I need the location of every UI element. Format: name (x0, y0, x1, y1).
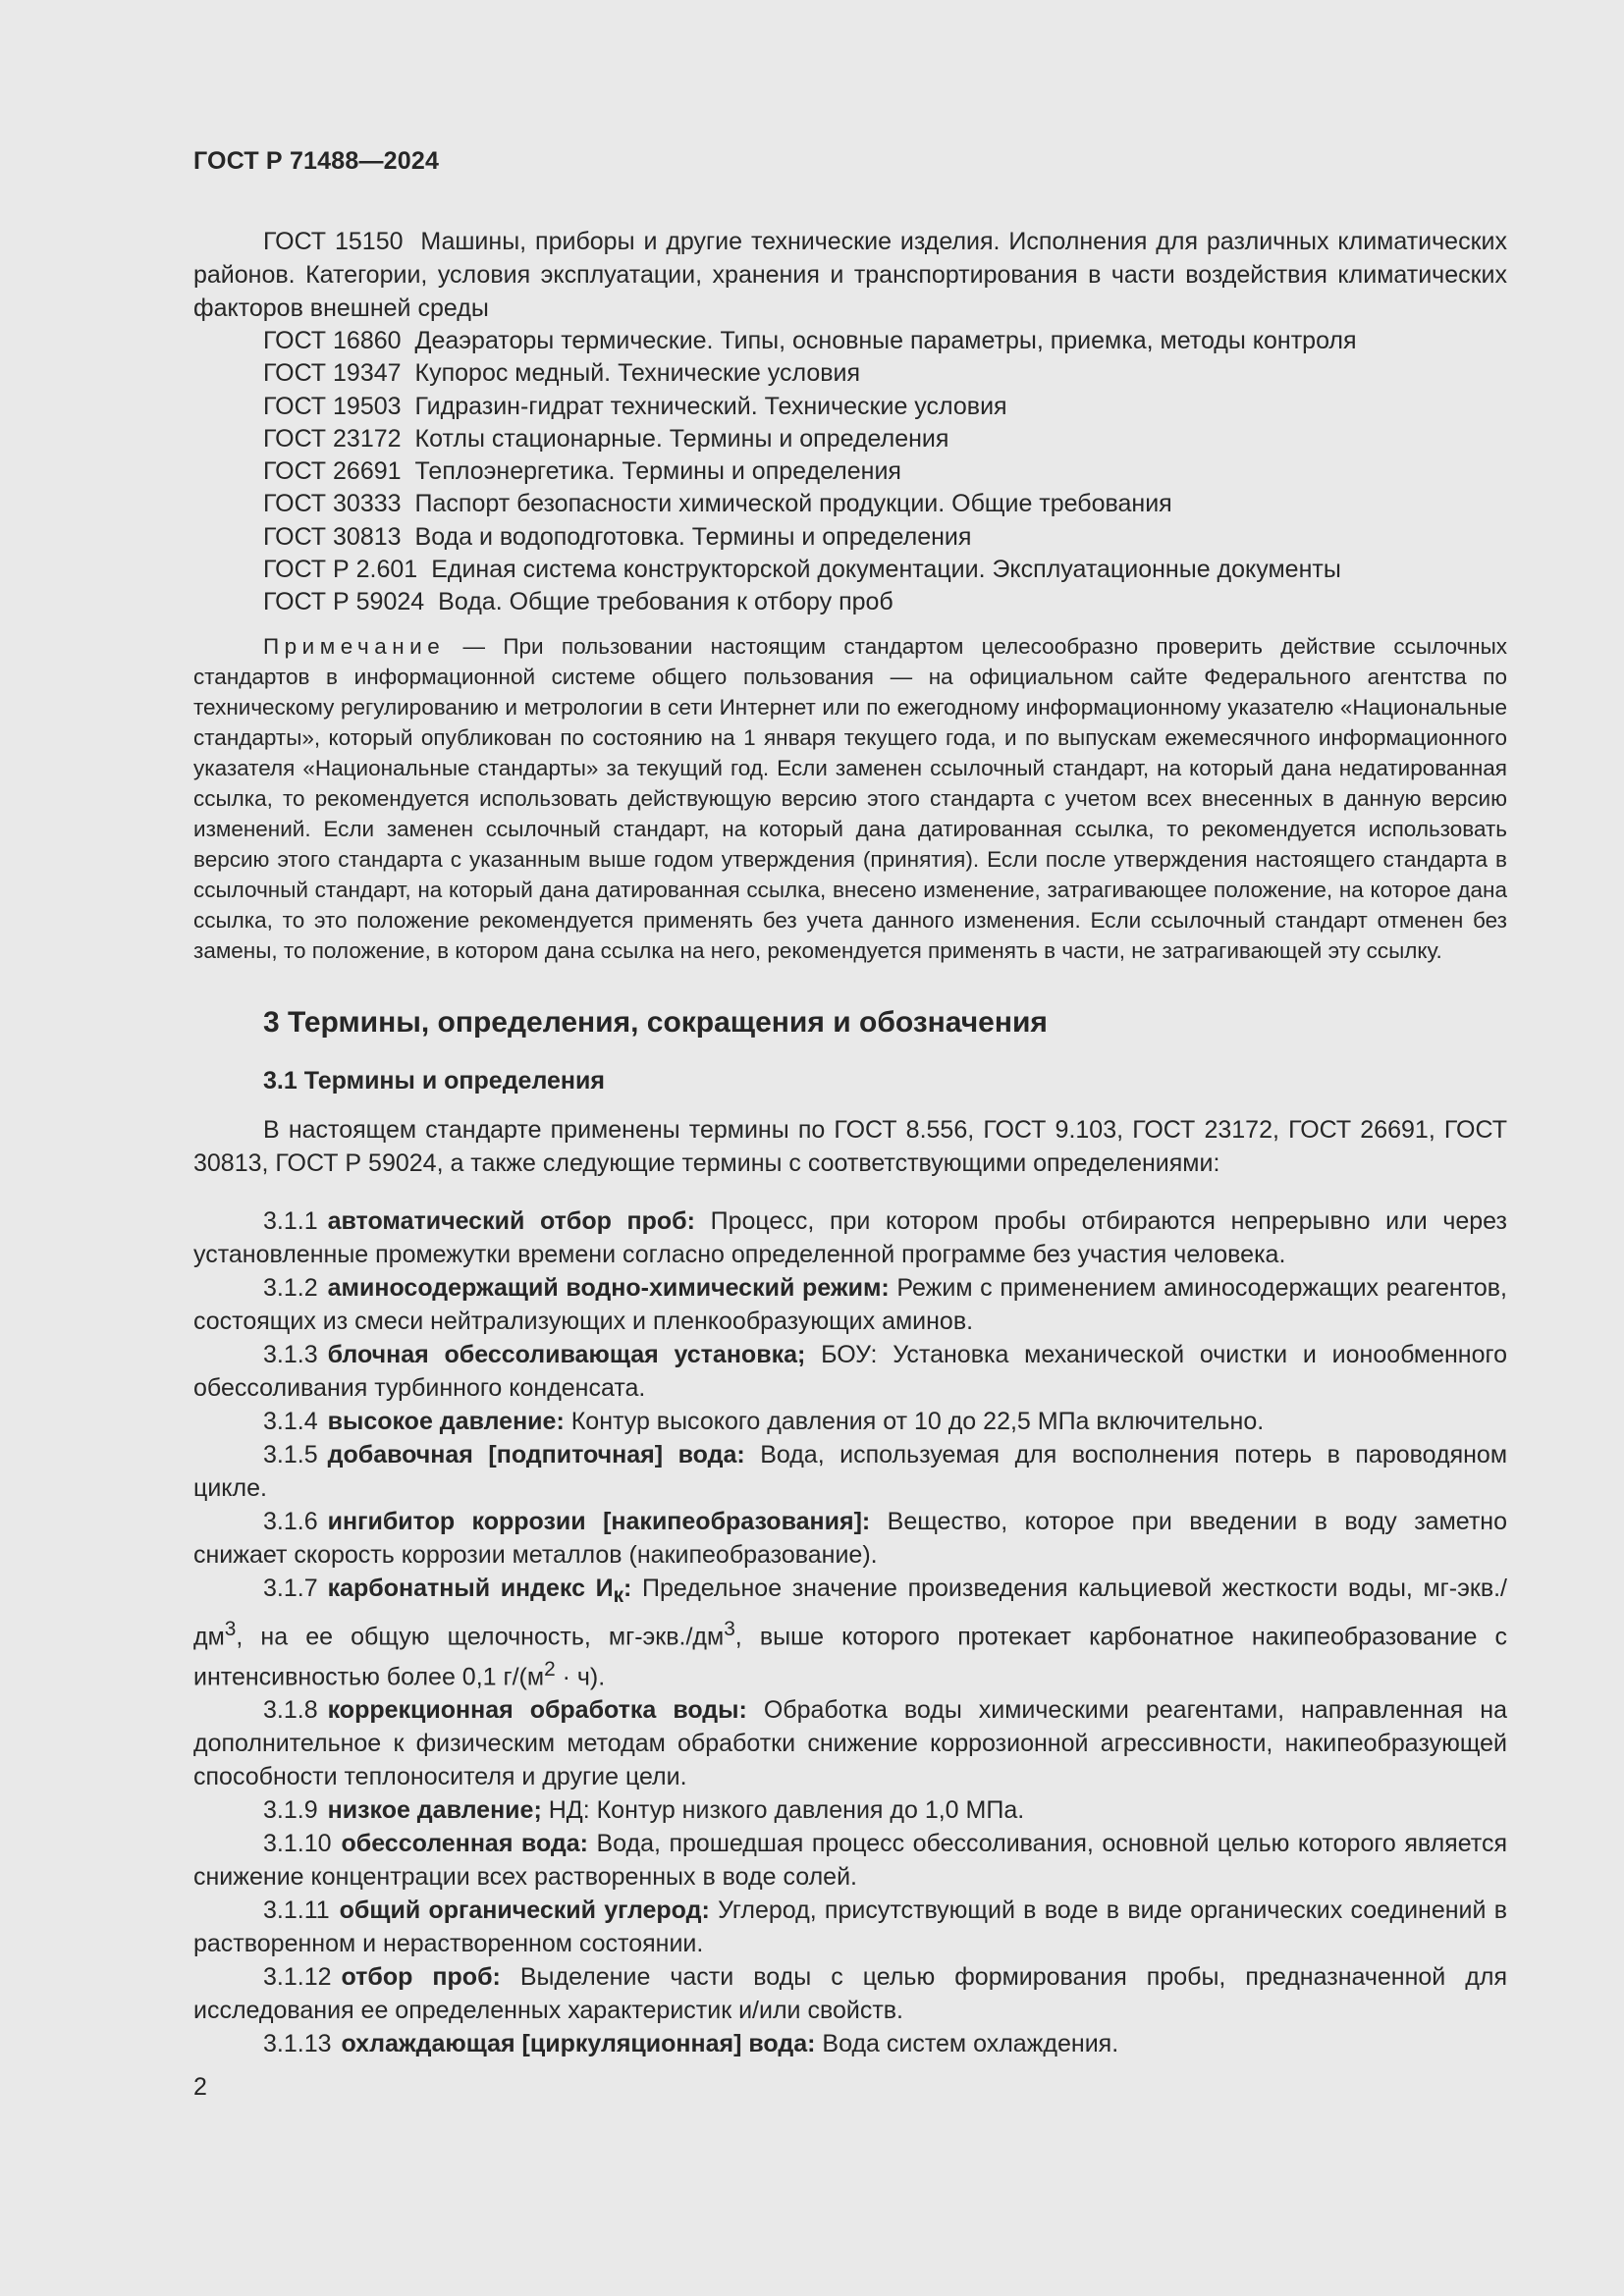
reference-title: Гидразин-гидрат технический. Технические условия (414, 392, 1007, 420)
term-text: Вода, используемая для восполнения потерь в пароводяном цикле. (193, 1440, 1508, 1502)
reference-code: ГОСТ 19503 (263, 392, 402, 420)
reference-code: ГОСТ 30333 (263, 490, 402, 518)
term-definition (193, 1405, 1507, 1438)
term-definition (193, 1271, 1507, 1338)
term-definition (193, 1438, 1507, 1505)
term-number: 3.1.10 (263, 1830, 332, 1858)
reference-title: Купорос медный. Технические условия (414, 359, 861, 388)
term-text: , на ее общую щелочность, мг-экв./дм (236, 1623, 725, 1650)
section-heading: 3 Термины, определения, сокращения и обозначения (263, 1005, 1048, 1039)
reference-code: ГОСТ Р 59024 (263, 588, 425, 616)
reference-item (193, 554, 1507, 586)
term-text: · ч). (555, 1663, 606, 1691)
term-text: Вода, прошедшая процесс обессоливания, основной целью которого является снижение концентрации всех растворенных в воде солей. (193, 1830, 1507, 1892)
reference-title: Вода. Общие требования к отбору проб (438, 588, 893, 616)
term-number: 3.1.5 (263, 1440, 318, 1468)
reference-item (193, 488, 1507, 520)
term-text: , выше которого протекает карбонатное накипеобразование с интенсивностью более 0,1 г/(м (193, 1623, 1507, 1691)
term-definition (193, 1505, 1507, 1572)
term-text: БОУ: Установка механической очистки и ионообменного обессоливания турбинного конденсата. (193, 1340, 1507, 1402)
reference-title: Машины, приборы и другие технические изделия. Исполнения для различных климатических районов. Категории, условия эксплуатации, хранения и транспортирования в части воздействия климатических факторов внешней среды (193, 228, 1507, 322)
term-name: общий органический углерод: (339, 1896, 710, 1925)
reference-title: Деаэраторы термические. Типы, основные параметры, приемка, методы контроля (414, 327, 1357, 354)
term-number: 3.1.8 (263, 1696, 318, 1725)
reference-code: ГОСТ 30813 (263, 522, 402, 551)
term-text: Обработка воды химическими реагентами, направленная на дополнительное к физическим методам обработки снижение коррозионной агрессивности, накипеобразующей способности теплоносителя и другие цели. (193, 1696, 1507, 1791)
term-number: 3.1.2 (263, 1273, 318, 1302)
term-definition (193, 1827, 1507, 1894)
subsection-heading: 3.1 Термины и определения (263, 1066, 605, 1095)
term-definition (193, 1204, 1507, 1271)
reference-code: ГОСТ Р 2.601 (263, 556, 418, 584)
term-name-text: карбонатный индекс И (327, 1574, 614, 1602)
term-text: Выделение части воды с целью формирования пробы, предназначенной для исследования ее определенных характеристик и/или свойств. (193, 1963, 1508, 2025)
note-paragraph (193, 631, 1507, 966)
reference-code: ГОСТ 26691 (263, 457, 402, 486)
page-number: 2 (193, 2073, 207, 2101)
reference-code: ГОСТ 15150 (263, 228, 404, 255)
term-name: охлаждающая [циркуляционная] вода: (341, 2030, 816, 2058)
intro-paragraph: В настоящем стандарте применены термины по ГОСТ 8.556, ГОСТ 9.103, ГОСТ 23172, ГОСТ 26691, ГОСТ 30813, ГОСТ Р 59024, а также следующие термины с соответствующими определениями: (193, 1115, 1507, 1177)
term-name: обессоленная вода: (341, 1830, 588, 1858)
term-number: 3.1.12 (263, 1963, 332, 1992)
term-text: Вода систем охлаждения. (815, 2030, 1119, 2058)
term-number: 3.1.9 (263, 1796, 318, 1825)
term-name (327, 1574, 632, 1607)
reference-code: ГОСТ 19347 (263, 359, 402, 388)
reference-item (193, 586, 1507, 618)
term-name: коррекционная обработка воды: (327, 1696, 747, 1725)
term-number: 3.1.4 (263, 1407, 318, 1435)
term-number: 3.1.3 (263, 1340, 318, 1368)
superscript: 2 (544, 1658, 556, 1681)
reference-item (193, 225, 1507, 325)
reference-item (193, 455, 1507, 488)
reference-item (193, 357, 1507, 390)
term-text: Предельное значение произведения кальциевой жесткости воды, мг-экв./дм (193, 1574, 1507, 1650)
term-number: 3.1.7 (263, 1574, 318, 1602)
reference-code: ГОСТ 23172 (263, 424, 402, 453)
term-definition (193, 1793, 1507, 1827)
term-number: 3.1.11 (263, 1896, 330, 1925)
reference-title: Единая система конструкторской документации. Эксплуатационные документы (431, 556, 1341, 584)
term-definition (193, 1572, 1507, 1694)
term-name: автоматический отбор проб: (327, 1206, 695, 1235)
reference-item (193, 325, 1507, 357)
term-number: 3.1.6 (263, 1507, 318, 1535)
term-definition (193, 2027, 1507, 2060)
term-text: Контур высокого давления от 10 до 22,5 МПа включительно. (564, 1407, 1265, 1435)
term-name-subscript: к (613, 1583, 624, 1607)
term-definition (193, 1693, 1507, 1793)
note-label: Примечание (263, 633, 446, 659)
superscript: 3 (724, 1617, 735, 1640)
reference-item (193, 391, 1507, 423)
term-name: высокое давление: (327, 1407, 565, 1435)
page-content (193, 225, 1507, 2060)
term-definition (193, 1960, 1507, 2027)
term-text: Процесс, при котором пробы отбираются непрерывно или через установленные промежутки времени согласно определенной программе без участия человека. (193, 1206, 1507, 1268)
term-text: Углерод, присутствующий в воде в виде органических соединений в растворенном и нерастворенном состоянии. (193, 1896, 1508, 1958)
term-definition (193, 1338, 1507, 1405)
reference-item (193, 423, 1507, 455)
term-name: отбор проб: (341, 1963, 501, 1992)
note-text: — При пользовании настоящим стандартом целесообразно проверить действие ссылочных стандартов в информационной системе общего пользования — на официальном сайте Федерального агентства по техническому регулированию и метрологии в сети Интернет или по ежегодному информационному указателю «Национальные стандарты», который опубликован по состоянию на 1 января текущего года, и по выпускам ежемесячного информационного указателя «Национальные стандарты» за текущий год. Если заменен ссылочный стандарт, на который дана недатированная ссылка, то рекомендуется использовать действующую версию этого стандарта с учетом всех внесенных в данную версию изменений. Если заменен ссылочный стандарт, на который дана датированная ссылка, то рекомендуется использовать версию этого стандарта с указанным выше годом утверждения (принятия). Если после утверждения настоящего стандарта в ссылочный стандарт, на который дана датированная ссылка, внесено изменение, затрагивающее положение, на которое дана ссылка, то это положение рекомендуется применять без учета данного изменения. Если ссылочный стандарт отменен без замены, то положение, в котором дана ссылка на него, рекомендуется применять в части, не затрагивающей эту ссылку. (193, 633, 1507, 963)
reference-title: Теплоэнергетика. Термины и определения (414, 457, 901, 486)
term-text: Вещество, которое при введении в воду заметно снижает скорость коррозии металлов (накипеобразование). (193, 1507, 1507, 1569)
reference-item (193, 521, 1507, 554)
reference-title: Вода и водоподготовка. Термины и определения (414, 522, 972, 551)
term-definition (193, 1894, 1507, 1960)
document-header: ГОСТ Р 71488—2024 (193, 147, 440, 175)
reference-title: Котлы стационарные. Термины и определения (414, 424, 949, 453)
term-number: 3.1.13 (263, 2030, 332, 2058)
term-number: 3.1.1 (263, 1206, 318, 1235)
term-name: блочная обессоливающая установка; (327, 1340, 806, 1368)
reference-code: ГОСТ 16860 (263, 327, 402, 354)
term-name: аминосодержащий водно-химический режим: (327, 1273, 890, 1302)
term-name-colon: : (623, 1574, 632, 1602)
term-text: НД: Контур низкого давления до 1,0 МПа. (541, 1796, 1025, 1825)
term-name: низкое давление; (327, 1796, 542, 1825)
term-text: Режим с применением аминосодержащих реагентов, состоящих из смеси нейтрализующих и пленкообразующих аминов. (193, 1273, 1508, 1335)
superscript: 3 (224, 1617, 237, 1640)
term-name: добавочная [подпиточная] вода: (327, 1440, 745, 1468)
reference-title: Паспорт безопасности химической продукции. Общие требования (414, 490, 1172, 518)
term-name: ингибитор коррозии [накипеобразования]: (327, 1507, 871, 1535)
